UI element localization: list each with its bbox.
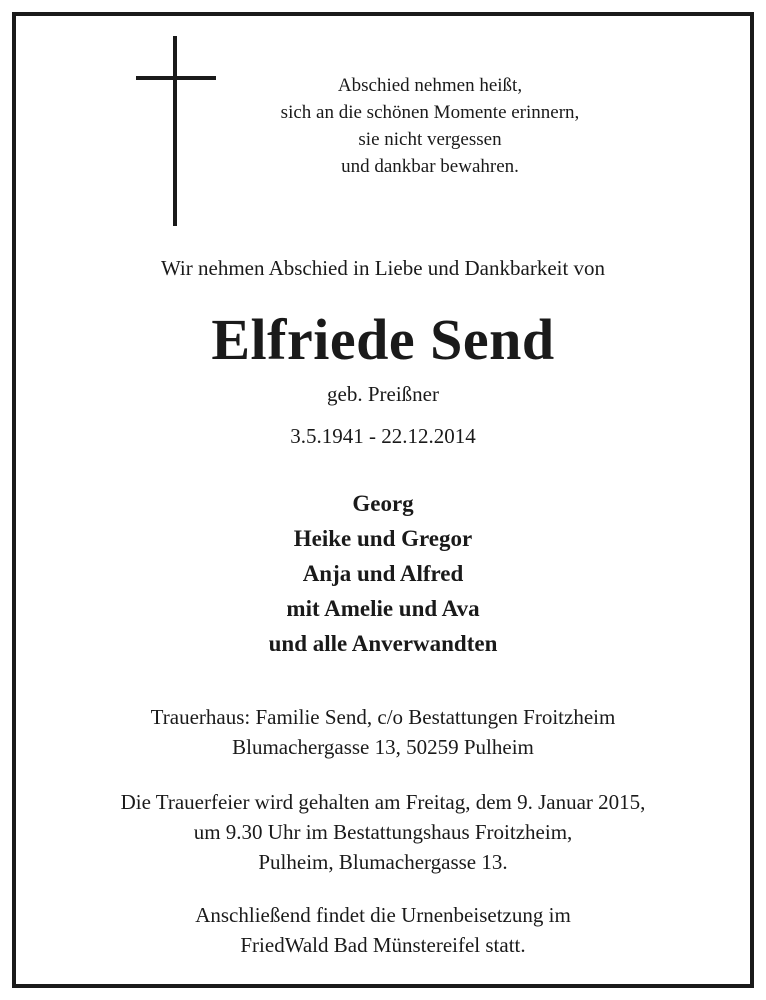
deceased-name: Elfriede Send	[211, 307, 555, 372]
funeral-service-info	[0, 787, 766, 877]
motto-line: Abschied nehmen heißt,	[337, 75, 523, 96]
service-line: um 9.30 Uhr im Bestattungshaus Froitzheim,	[193, 820, 573, 844]
cross-horizontal-bar	[136, 76, 216, 80]
motto-line: sich an die schönen Momente erinnern,	[280, 102, 580, 123]
mourners-list	[0, 486, 766, 661]
mourner-entry: Heike und Gregor	[293, 526, 473, 551]
burial-line: FriedWald Bad Münstereifel statt.	[240, 933, 526, 957]
service-line: Pulheim, Blumachergasse 13.	[258, 850, 508, 874]
motto-verse	[230, 72, 630, 180]
address-line: Blumachergasse 13, 50259 Pulheim	[232, 735, 534, 759]
motto-line: und dankbar bewahren.	[341, 156, 519, 177]
life-dates: 3.5.1941 - 22.12.2014	[290, 424, 476, 448]
mourner-entry: Georg	[352, 491, 414, 516]
mourner-entry: Anja und Alfred	[302, 561, 464, 586]
mourner-entry: und alle Anverwandten	[268, 631, 498, 656]
cross-vertical-bar	[173, 36, 177, 226]
motto-line: sie nicht vergessen	[358, 129, 502, 150]
mourner-entry: mit Amelie und Ava	[286, 596, 480, 621]
mourning-house-address	[0, 702, 766, 762]
maiden-name: geb. Preißner	[327, 382, 439, 406]
cross-icon	[136, 36, 216, 226]
burial-line: Anschließend findet die Urnenbeisetzung im	[195, 903, 571, 927]
burial-info	[0, 900, 766, 960]
address-line: Trauerhaus: Familie Send, c/o Bestattungen Froitzheim	[150, 705, 616, 729]
intro-text: Wir nehmen Abschied in Liebe und Dankbarkeit von	[160, 256, 606, 280]
service-line: Die Trauerfeier wird gehalten am Freitag, dem 9. Januar 2015,	[120, 790, 646, 814]
